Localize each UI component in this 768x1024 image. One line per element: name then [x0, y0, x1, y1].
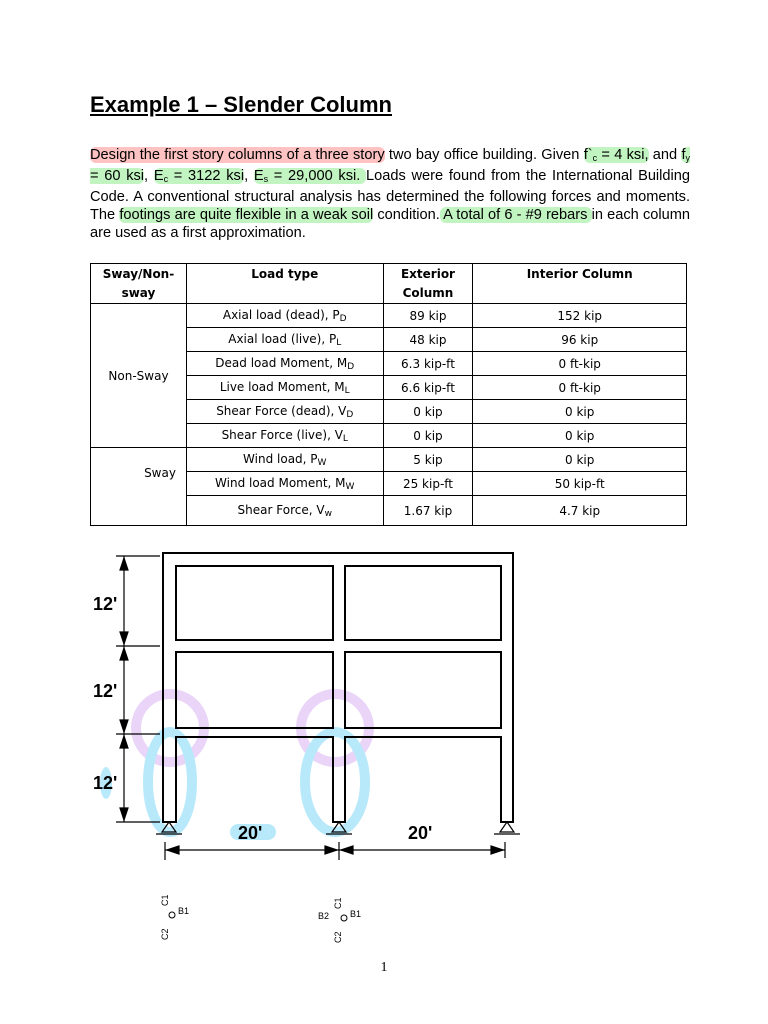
load-cell: Shear Force (live), $V_L$: [186, 424, 383, 448]
ext-cell: 6.3 kip-ft: [383, 352, 473, 376]
highlight-fc: $f`_c = 4$ ksi,: [583, 147, 649, 163]
int-cell: 0 kip: [473, 400, 687, 424]
highlight-red: Design the first story columns of a three story: [90, 147, 385, 163]
svg-text:12': 12': [93, 773, 118, 793]
svg-text:B2: B2: [318, 911, 330, 921]
load-cell: Axial load (dead), $P_D$: [186, 304, 383, 328]
height-dimensions: [116, 556, 160, 822]
ext-cell: 1.67 kip: [383, 496, 473, 526]
ext-cell: 0 kip: [383, 424, 473, 448]
int-cell: 0 kip: [473, 424, 687, 448]
ext-cell: 25 kip-ft: [383, 472, 473, 496]
int-cell: 0 kip: [473, 448, 687, 472]
load-cell: Wind load Moment, $M_W$: [186, 472, 383, 496]
annotation-highlights: [100, 694, 369, 840]
text-span: and: [648, 147, 682, 163]
text-span: Loads were found from the International Building Code. A conventional structural analysis has determined the following forces and moments. The: [90, 168, 691, 223]
load-cell: Shear Force (dead), $V_D$: [186, 400, 383, 424]
svg-text:B1: B1: [350, 909, 362, 919]
load-cell: Live load Moment, $M_L$: [186, 376, 383, 400]
ext-cell: 48 kip: [383, 328, 473, 352]
load-cell: Axial load (live), $P_L$: [186, 328, 383, 352]
loads-table: [90, 263, 687, 526]
load-cell: Wind load, $P_W$: [186, 448, 383, 472]
ext-cell: 89 kip: [383, 304, 473, 328]
int-cell: 152 kip: [473, 304, 687, 328]
width-dimensions: [165, 842, 505, 860]
highlight-es: $E_s = 29,000$ ksi.: [253, 168, 367, 184]
group-nonsway: Non-Sway: [91, 304, 187, 448]
load-cell: Dead load Moment, $M_D$: [186, 352, 383, 376]
highlight-fy: $f_y = 60$ ksi: [90, 147, 690, 184]
int-cell: 0 ft-kip: [473, 376, 687, 400]
int-cell: 50 kip-ft: [473, 472, 687, 496]
text-span: in each column are used as a first approximation.: [90, 207, 690, 241]
svg-text:12': 12': [93, 594, 118, 614]
highlight-rebars: A total of 6 - #9 rebars: [439, 207, 592, 223]
page-title: Example 1 – Slender Column: [90, 92, 392, 117]
header-sway: Sway/Non-sway: [91, 264, 187, 304]
problem-statement: Design the first story columns of a three story two bay office building. Given $f`_c = 4$ ksi, and $f_y = 60$ ksi, $E_c = 3122$ ksi, $E_s = 29,000$ ksi. Loads were found from the International Building Code. A conventional structural analysis has determined the following forces and moments. The footings are quite flexible in a weak soil condition. A total of 6 - #9 rebars in each column are used as a first approximation.: [90, 147, 691, 241]
int-cell: 0 ft-kip: [473, 352, 687, 376]
table-row: [91, 448, 687, 472]
text-span: two bay office building. Given: [384, 147, 584, 163]
header-exterior: Exterior Column: [383, 264, 473, 304]
svg-text:20': 20': [238, 823, 263, 843]
load-cell: Shear Force, $V_w$: [186, 496, 383, 526]
svg-text:C1: C1: [333, 897, 343, 909]
frame-structure: [163, 553, 513, 822]
table-header-row: [91, 264, 687, 304]
svg-text:12': 12': [93, 681, 118, 701]
frame-diagram: [80, 540, 540, 950]
header-interior: Interior Column: [473, 264, 687, 304]
table-row: [91, 304, 687, 328]
svg-text:20': 20': [408, 823, 433, 843]
highlight-footings: footings are quite flexible in a weak soil: [119, 207, 374, 223]
dimension-labels: [93, 594, 432, 843]
page-number: 1: [380, 960, 388, 975]
int-cell: 96 kip: [473, 328, 687, 352]
int-cell: 4.7 kip: [473, 496, 687, 526]
ext-cell: 0 kip: [383, 400, 473, 424]
svg-text:B1: B1: [178, 906, 190, 916]
header-load-type: Load type: [186, 264, 383, 304]
ext-cell: 5 kip: [383, 448, 473, 472]
svg-text:C1: C1: [160, 894, 170, 906]
svg-text:C2: C2: [333, 931, 343, 943]
highlight-ec: $E_c = 3122$ ksi: [153, 168, 245, 184]
joint-sketches: [160, 894, 361, 943]
svg-text:C2: C2: [160, 928, 170, 940]
group-sway: Sway: [91, 448, 187, 526]
ext-cell: 6.6 kip-ft: [383, 376, 473, 400]
